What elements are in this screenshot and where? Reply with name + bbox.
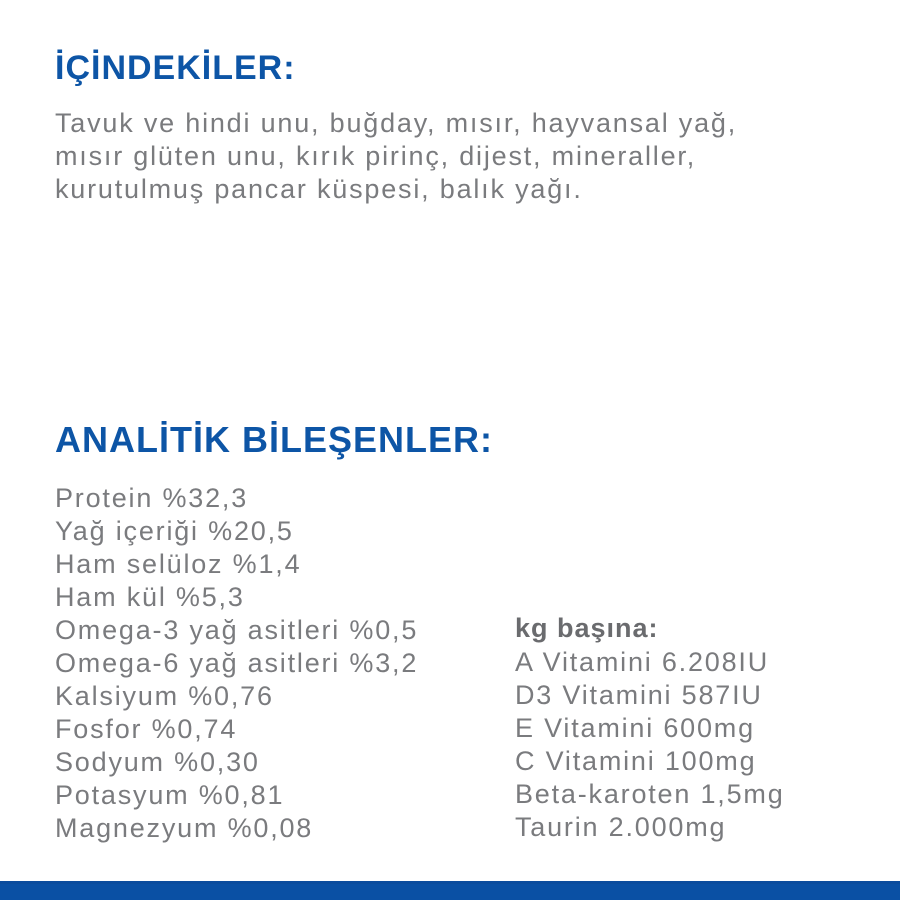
- analytic-components-title: ANALİTİK BİLEŞENLER:: [55, 419, 493, 460]
- ingredients-section: [55, 46, 860, 206]
- analytic-component-item: Protein %32,3: [55, 483, 249, 513]
- per-kg-item: C Vitamini 100mg: [515, 746, 757, 776]
- analytic-component-item: Yağ içeriği %20,5: [55, 516, 294, 546]
- analytic-component-item: Sodyum %0,30: [55, 747, 260, 777]
- analytic-component-item: Fosfor %0,74: [55, 714, 238, 744]
- ingredients-text-line: kurutulmuş pancar küspesi, balık yağı.: [55, 174, 583, 204]
- analytic-component-item: Potasyum %0,81: [55, 780, 285, 810]
- analytic-component-item: Kalsiyum %0,76: [55, 681, 274, 711]
- bottom-accent-bar: [0, 881, 900, 900]
- ingredients-text-line: Tavuk ve hindi unu, buğday, mısır, hayvansal yağ,: [55, 108, 738, 138]
- per-kg-item: D3 Vitamini 587IU: [515, 680, 763, 710]
- per-kg-item: Taurin 2.000mg: [515, 812, 727, 842]
- per-kg-item: Beta-karoten 1,5mg: [515, 779, 785, 809]
- per-kg-column: [515, 612, 785, 844]
- analytic-components-section: [55, 416, 860, 845]
- analytic-component-item: Magnezyum %0,08: [55, 813, 314, 843]
- per-kg-list: [515, 646, 785, 844]
- ingredients-title: İÇİNDEKİLER:: [55, 49, 296, 87]
- ingredients-text: [55, 107, 860, 206]
- per-kg-item: A Vitamini 6.208IU: [515, 647, 770, 677]
- analytic-component-item: Ham kül %5,3: [55, 582, 245, 612]
- per-kg-title: kg başına:: [515, 613, 659, 643]
- ingredients-text-line: mısır glüten unu, kırık pirinç, dijest, mineraller,: [55, 141, 697, 171]
- analytic-component-item: Omega-6 yağ asitleri %3,2: [55, 648, 419, 678]
- analytic-component-item: Ham selüloz %1,4: [55, 549, 302, 579]
- per-kg-item: E Vitamini 600mg: [515, 713, 755, 743]
- analytic-component-item: Omega-3 yağ asitleri %0,5: [55, 615, 419, 645]
